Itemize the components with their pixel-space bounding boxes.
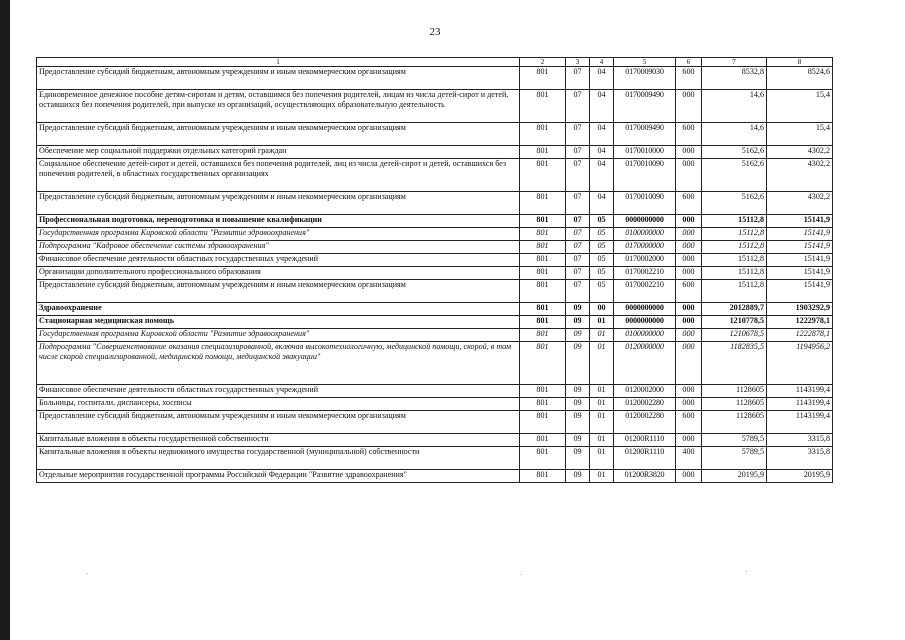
row-c7-cell: 8532,8 (702, 67, 767, 90)
row-c7-cell: 5789,5 (702, 447, 767, 470)
row-c4-cell: 01 (590, 342, 614, 385)
row-c4-cell: 05 (590, 254, 614, 267)
row-c3-cell: 09 (566, 434, 590, 447)
table-row (37, 385, 833, 398)
row-c4-cell: 05 (590, 241, 614, 254)
row-c8-cell: 4302,2 (767, 146, 833, 159)
row-c8-cell: 15141,9 (767, 267, 833, 280)
row-c8-cell: 3315,8 (767, 447, 833, 470)
row-c2-cell: 801 (520, 329, 566, 342)
row-c4-cell: 01 (590, 411, 614, 434)
row-c6-cell: 000 (676, 90, 702, 123)
row-c5-cell: 0120000000 (614, 342, 676, 385)
header-col-8: 8 (767, 58, 833, 67)
row-c2-cell: 801 (520, 228, 566, 241)
row-c5-cell: 0100000000 (614, 228, 676, 241)
row-c3-cell: 07 (566, 228, 590, 241)
row-c5-cell: 01200R1110 (614, 434, 676, 447)
row-c8-cell: 4302,2 (767, 159, 833, 192)
table-row (37, 329, 833, 342)
row-c2-cell: 801 (520, 192, 566, 215)
row-name-cell: Предоставление субсидий бюджетным, автономным учреждениям и иным некоммерческим организациям (37, 123, 520, 146)
row-name-cell: Больницы, госпитали, диспансеры, хосписы (37, 398, 520, 411)
row-c3-cell: 07 (566, 146, 590, 159)
row-c7-cell: 15112,8 (702, 267, 767, 280)
row-c6-cell: 000 (676, 316, 702, 329)
row-c8-cell: 15141,9 (767, 228, 833, 241)
row-c3-cell: 07 (566, 254, 590, 267)
row-c6-cell: 000 (676, 228, 702, 241)
row-c5-cell: 0170002210 (614, 267, 676, 280)
row-c2-cell: 801 (520, 215, 566, 228)
row-c3-cell: 09 (566, 398, 590, 411)
row-c7-cell: 5162,6 (702, 192, 767, 215)
row-name-cell: Стационарная медицинская помощь (37, 316, 520, 329)
row-c5-cell: 0170009490 (614, 123, 676, 146)
row-c4-cell: 04 (590, 146, 614, 159)
row-c8-cell: 1143199,4 (767, 411, 833, 434)
row-c4-cell: 04 (590, 90, 614, 123)
scan-speck: · (520, 571, 523, 579)
row-c2-cell: 801 (520, 470, 566, 483)
row-c4-cell: 04 (590, 192, 614, 215)
table-row (37, 159, 833, 192)
row-c3-cell: 07 (566, 215, 590, 228)
row-name-cell: Предоставление субсидий бюджетным, автономным учреждениям и иным некоммерческим организациям (37, 280, 520, 303)
row-c6-cell: 400 (676, 447, 702, 470)
row-c2-cell: 801 (520, 411, 566, 434)
page-number: 23 (429, 26, 441, 38)
row-c2-cell: 801 (520, 398, 566, 411)
row-c6-cell: 000 (676, 434, 702, 447)
row-c5-cell: 0000000000 (614, 316, 676, 329)
row-c3-cell: 07 (566, 67, 590, 90)
header-col-6: 6 (676, 58, 702, 67)
row-c2-cell: 801 (520, 434, 566, 447)
row-c5-cell: 0120002000 (614, 385, 676, 398)
row-c4-cell: 01 (590, 329, 614, 342)
row-c6-cell: 000 (676, 303, 702, 316)
row-c7-cell: 15112,8 (702, 254, 767, 267)
row-c5-cell: 01200R1110 (614, 447, 676, 470)
row-c2-cell: 801 (520, 267, 566, 280)
row-c7-cell: 1128605 (702, 385, 767, 398)
row-c4-cell: 04 (590, 159, 614, 192)
row-c7-cell: 1128605 (702, 398, 767, 411)
row-c4-cell: 01 (590, 385, 614, 398)
row-c7-cell: 15112,8 (702, 241, 767, 254)
row-c4-cell: 01 (590, 447, 614, 470)
row-c4-cell: 04 (590, 67, 614, 90)
row-c8-cell: 1194956,2 (767, 342, 833, 385)
row-c5-cell: 0170000000 (614, 241, 676, 254)
row-c2-cell: 801 (520, 159, 566, 192)
row-c5-cell: 0170002000 (614, 254, 676, 267)
row-name-cell: Финансовое обеспечение деятельности областных государственных учреждений (37, 385, 520, 398)
row-c5-cell: 0170010090 (614, 192, 676, 215)
row-c7-cell: 14,6 (702, 123, 767, 146)
row-name-cell: Единовременное денежное пособие детям-сиротам и детям, оставшимся без попечения родителей, лицам из числа детей-сирот и детей, оставшихся без попечения родителей, при выпуске из организаций, осуществляющих образовательную деятельность (37, 90, 520, 123)
row-c3-cell: 07 (566, 267, 590, 280)
row-c3-cell: 07 (566, 241, 590, 254)
table-row (37, 146, 833, 159)
row-name-cell: Социальное обеспечение детей-сирот и детей, оставшихся без попечения родителей, лиц из числа детей-сирот и детей, оставшихся без попечения родителей, в областных государственных организациях (37, 159, 520, 192)
row-c8-cell: 1222978,1 (767, 316, 833, 329)
row-c4-cell: 05 (590, 215, 614, 228)
table-row (37, 316, 833, 329)
row-c3-cell: 07 (566, 159, 590, 192)
table-header-row (37, 58, 833, 67)
row-c8-cell: 1903292,9 (767, 303, 833, 316)
row-c7-cell: 5789,5 (702, 434, 767, 447)
row-c6-cell: 000 (676, 267, 702, 280)
row-c4-cell: 01 (590, 398, 614, 411)
row-c5-cell: 01200R3820 (614, 470, 676, 483)
table-row (37, 447, 833, 470)
row-c3-cell: 09 (566, 411, 590, 434)
row-c4-cell: 01 (590, 316, 614, 329)
row-c6-cell: 000 (676, 342, 702, 385)
table-row (37, 280, 833, 303)
row-name-cell: Обеспечение мер социальной поддержки отдельных категорий граждан (37, 146, 520, 159)
row-c5-cell: 0170010000 (614, 146, 676, 159)
table-row (37, 67, 833, 90)
row-c5-cell: 0170010090 (614, 159, 676, 192)
row-c6-cell: 000 (676, 146, 702, 159)
row-c3-cell: 07 (566, 280, 590, 303)
row-c4-cell: 00 (590, 303, 614, 316)
header-col-2: 2 (520, 58, 566, 67)
table-row (37, 90, 833, 123)
row-c5-cell: 0120002280 (614, 398, 676, 411)
row-c4-cell: 05 (590, 228, 614, 241)
row-name-cell: Подпрограмма "Совершенствование оказания специализированной, включая высокотехнологичную, медицинской помощи, скорой, в том числе скорой специализированной, медицинской помощи, медицинской эвакуации" (37, 342, 520, 385)
row-name-cell: Организации дополнительного профессионального образования (37, 267, 520, 280)
row-c7-cell: 15112,8 (702, 228, 767, 241)
row-c5-cell: 0170009490 (614, 90, 676, 123)
row-c7-cell: 1182835,5 (702, 342, 767, 385)
row-c2-cell: 801 (520, 146, 566, 159)
row-c8-cell: 3315,8 (767, 434, 833, 447)
table-row (37, 254, 833, 267)
row-name-cell: Отдельные мероприятия государственной программы Российской Федерации "Развитие здравоохранения" (37, 470, 520, 483)
row-c2-cell: 801 (520, 254, 566, 267)
table-row (37, 342, 833, 385)
row-c3-cell: 09 (566, 316, 590, 329)
row-c8-cell: 1222878,1 (767, 329, 833, 342)
row-c2-cell: 801 (520, 316, 566, 329)
row-c5-cell: 0100000000 (614, 329, 676, 342)
row-name-cell: Предоставление субсидий бюджетным, автономным учреждениям и иным некоммерческим организациям (37, 411, 520, 434)
row-c3-cell: 07 (566, 123, 590, 146)
row-name-cell: Предоставление субсидий бюджетным, автономным учреждениям и иным некоммерческим организациям (37, 192, 520, 215)
row-c3-cell: 09 (566, 470, 590, 483)
row-c8-cell: 1143199,4 (767, 398, 833, 411)
row-name-cell: Капитальные вложения в объекты недвижимого имущества государственной (муниципальной) собственности (37, 447, 520, 470)
row-c5-cell: 0170009030 (614, 67, 676, 90)
row-name-cell: Подпрограмма "Кадровое обеспечение системы здравоохранения" (37, 241, 520, 254)
table-row (37, 192, 833, 215)
row-c5-cell: 0120002280 (614, 411, 676, 434)
row-c5-cell: 0170002210 (614, 280, 676, 303)
row-c8-cell: 1143199,4 (767, 385, 833, 398)
row-c7-cell: 2012889,7 (702, 303, 767, 316)
row-c6-cell: 000 (676, 329, 702, 342)
row-c6-cell: 600 (676, 123, 702, 146)
row-c2-cell: 801 (520, 241, 566, 254)
row-name-cell: Государственная программа Кировской области "Развитие здравоохранения" (37, 329, 520, 342)
row-c8-cell: 15,4 (767, 123, 833, 146)
row-c8-cell: 15,4 (767, 90, 833, 123)
row-c6-cell: 600 (676, 280, 702, 303)
row-name-cell: Финансовое обеспечение деятельности областных государственных учреждений (37, 254, 520, 267)
row-name-cell: Капитальные вложения в объекты государственной собственности (37, 434, 520, 447)
row-c3-cell: 09 (566, 303, 590, 316)
row-c3-cell: 07 (566, 90, 590, 123)
header-col-1: 1 (37, 58, 520, 67)
row-c7-cell: 14,6 (702, 90, 767, 123)
row-c8-cell: 4302,2 (767, 192, 833, 215)
row-c2-cell: 801 (520, 342, 566, 385)
row-c6-cell: 000 (676, 241, 702, 254)
row-c8-cell: 15141,9 (767, 280, 833, 303)
table-row (37, 228, 833, 241)
table-row (37, 215, 833, 228)
row-c5-cell: 0000000000 (614, 215, 676, 228)
row-c2-cell: 801 (520, 123, 566, 146)
row-name-cell: Здравоохранение (37, 303, 520, 316)
row-c5-cell: 0000000000 (614, 303, 676, 316)
row-c7-cell: 20195,9 (702, 470, 767, 483)
row-c6-cell: 600 (676, 411, 702, 434)
table-row (37, 398, 833, 411)
header-col-3: 3 (566, 58, 590, 67)
scan-speck: · (86, 570, 89, 578)
row-c8-cell: 8524,6 (767, 67, 833, 90)
table-row (37, 434, 833, 447)
row-c6-cell: 600 (676, 67, 702, 90)
row-c7-cell: 1128605 (702, 411, 767, 434)
row-c7-cell: 1210778,5 (702, 316, 767, 329)
row-c6-cell: 000 (676, 159, 702, 192)
row-c2-cell: 801 (520, 385, 566, 398)
budget-table (36, 57, 833, 483)
row-c7-cell: 15112,8 (702, 280, 767, 303)
row-c7-cell: 5162,6 (702, 146, 767, 159)
table-row (37, 303, 833, 316)
row-c3-cell: 07 (566, 192, 590, 215)
row-c6-cell: 600 (676, 192, 702, 215)
row-c8-cell: 15141,9 (767, 241, 833, 254)
table-row (37, 411, 833, 434)
row-c3-cell: 09 (566, 447, 590, 470)
row-c6-cell: 000 (676, 398, 702, 411)
table-row (37, 267, 833, 280)
row-c4-cell: 05 (590, 267, 614, 280)
row-c3-cell: 09 (566, 329, 590, 342)
row-c2-cell: 801 (520, 280, 566, 303)
row-c4-cell: 01 (590, 470, 614, 483)
header-col-4: 4 (590, 58, 614, 67)
row-c4-cell: 05 (590, 280, 614, 303)
row-c4-cell: 01 (590, 434, 614, 447)
row-c6-cell: 000 (676, 470, 702, 483)
scan-speck: · (745, 568, 748, 576)
row-name-cell: Профессиональная подготовка, переподготовка и повышение квалификации (37, 215, 520, 228)
row-c8-cell: 15141,9 (767, 215, 833, 228)
row-c2-cell: 801 (520, 303, 566, 316)
row-c3-cell: 09 (566, 385, 590, 398)
row-c2-cell: 801 (520, 447, 566, 470)
row-c4-cell: 04 (590, 123, 614, 146)
row-c8-cell: 15141,9 (767, 254, 833, 267)
header-col-7: 7 (702, 58, 767, 67)
header-col-5: 5 (614, 58, 676, 67)
row-c7-cell: 5162,6 (702, 159, 767, 192)
scan-edge-bar (0, 0, 10, 640)
table-row (37, 241, 833, 254)
row-c2-cell: 801 (520, 67, 566, 90)
row-c2-cell: 801 (520, 90, 566, 123)
row-c6-cell: 000 (676, 254, 702, 267)
row-c3-cell: 09 (566, 342, 590, 385)
row-c7-cell: 15112,8 (702, 215, 767, 228)
row-c6-cell: 000 (676, 215, 702, 228)
row-name-cell: Государственная программа Кировской области "Развитие здравоохранения" (37, 228, 520, 241)
table-row (37, 123, 833, 146)
table-row (37, 470, 833, 483)
row-c7-cell: 1210678,5 (702, 329, 767, 342)
row-c6-cell: 000 (676, 385, 702, 398)
row-name-cell: Предоставление субсидий бюджетным, автономным учреждениям и иным некоммерческим организациям (37, 67, 520, 90)
row-c8-cell: 20195,9 (767, 470, 833, 483)
